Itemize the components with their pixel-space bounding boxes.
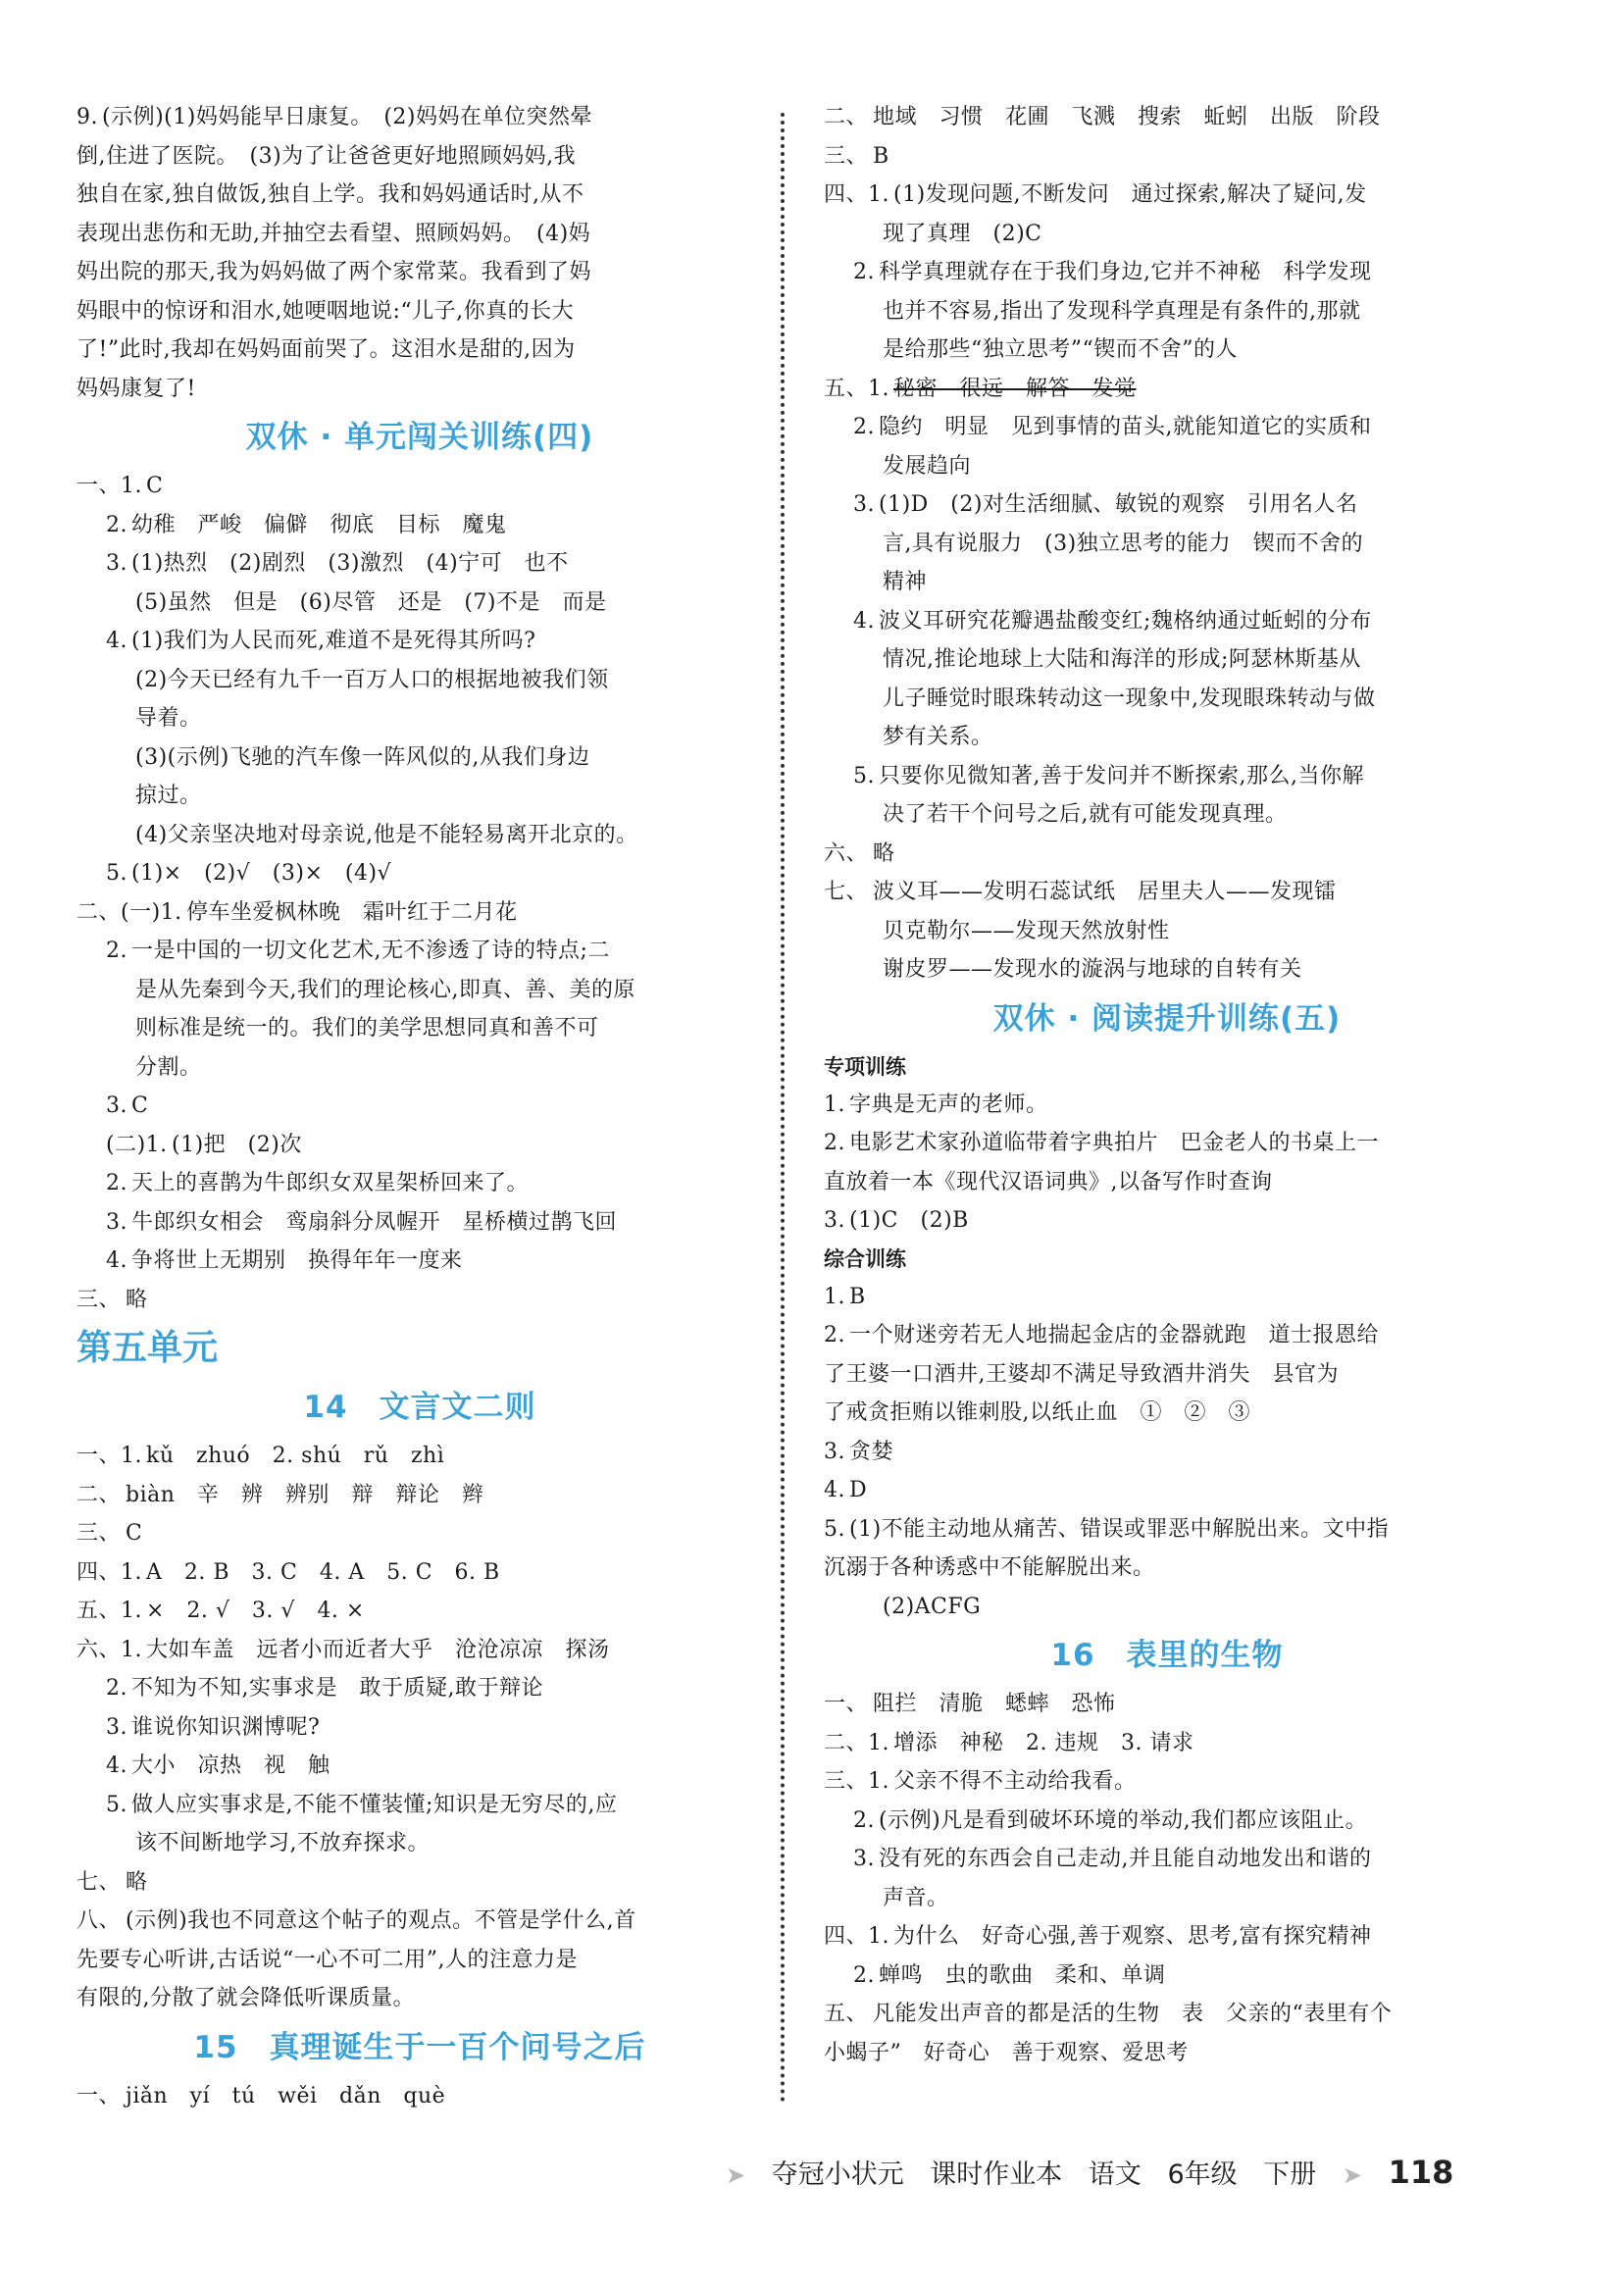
answer-text: (示例)(1)妈妈能早日康复。 (2)妈妈在单位突然晕	[102, 105, 592, 129]
footer-brand: 夺冠小状元	[771, 2159, 904, 2190]
answer-text: 该不间断地学习,不放弃探求。	[135, 1831, 430, 1855]
question-number: 3.	[853, 492, 875, 517]
answer-text: 言,具有说服力 (3)独立思考的能力 锲而不舍的	[883, 531, 1364, 556]
answer-line	[824, 137, 1510, 177]
answer-text: 小蝎子” 好奇心 善于观察、爱思考	[824, 2040, 1189, 2065]
answer-line	[824, 1879, 1510, 1918]
answer-line	[76, 854, 763, 893]
question-number: 三、1.	[824, 1769, 889, 1794]
answer-line	[824, 640, 1510, 680]
answer-text: 没有死的东西会自己走动,并且能自动地发出和谐的	[879, 1847, 1372, 1871]
answer-text: (2)今天已经有九千一百万人口的根据地被我们领	[135, 667, 609, 692]
section-heading: 双休 · 单元闯关训练(四)	[245, 420, 594, 455]
question-number: 五、	[824, 2002, 869, 2026]
page-footer	[726, 2148, 1471, 2197]
answer-line	[76, 1242, 763, 1281]
question-number: 三、	[76, 1287, 122, 1312]
answer-line	[76, 622, 763, 661]
answer-line	[824, 563, 1510, 602]
answer-line	[824, 2034, 1510, 2073]
answer-text: 现了真理 (2)C	[883, 221, 1042, 246]
question-number: 三、	[824, 143, 869, 169]
answer-line	[824, 1124, 1510, 1163]
answer-line	[76, 1009, 763, 1048]
answer-line	[76, 584, 763, 623]
question-number: 2.	[106, 512, 127, 537]
answer-line	[824, 370, 1510, 409]
answer-text: 争将世上无期别 换得年年一度来	[131, 1248, 463, 1273]
answer-line	[824, 1316, 1510, 1355]
answer-line	[824, 485, 1510, 525]
answer-text: 为什么 好奇心强,善于观察、思考,富有探究精神	[893, 1924, 1372, 1949]
answer-text: 声音。	[883, 1885, 949, 1910]
answer-line	[76, 1203, 763, 1243]
question-number: 4.	[106, 629, 127, 653]
answer-text: 是从先秦到今天,我们的理论核心,即真、善、美的原	[135, 977, 635, 1002]
answer-text: (5)虽然 但是 (6)尽管 还是 (7)不是 而是	[135, 589, 607, 615]
answer-line	[824, 835, 1510, 874]
answer-line	[824, 292, 1510, 331]
answer-text: (1)× (2)√ (3)× (4)√	[131, 861, 392, 886]
question-number: 4.	[106, 1753, 127, 1778]
question-number: 七、	[76, 1869, 122, 1895]
subsection-label: 专项训练	[824, 1054, 906, 1079]
answer-text: biàn 辛 辨 辨别 辩 辩论 辫	[126, 1482, 484, 1507]
question-number: 2.	[853, 260, 875, 284]
answer-text: 略	[126, 1869, 148, 1895]
answer-line	[76, 1863, 763, 1903]
question-number: 2.	[853, 1807, 875, 1833]
answer-text: 分割。	[135, 1054, 202, 1080]
answer-text: 蝉鸣 虫的歌曲 柔和、单调	[879, 1962, 1166, 1988]
answer-line	[824, 718, 1510, 757]
answer-line	[76, 1902, 763, 1941]
answer-text: (1)热烈 (2)剧烈 (3)激烈 (4)宁可 也不	[131, 551, 569, 576]
question-number: 四、1.	[76, 1559, 142, 1585]
question-number: 2.	[824, 1131, 845, 1155]
answer-text: 科学真理就存在于我们身边,它并不神秘 科学发现	[879, 260, 1372, 284]
answer-text: (1)我们为人民而死,难道不是死得其所吗?	[131, 629, 536, 653]
section-heading: 16 表里的生物	[1050, 1638, 1284, 1673]
answer-text: B	[873, 143, 889, 169]
answer-line	[824, 1278, 1510, 1317]
question-number: 3.	[106, 1209, 127, 1235]
question-number: 六、1.	[76, 1637, 142, 1662]
answer-text: 隐约 明显 见到事情的苗头,就能知道它的实质和	[879, 415, 1372, 439]
section-heading: 14 文言文二则	[303, 1390, 536, 1425]
answer-line	[76, 1126, 763, 1165]
answer-line	[76, 661, 763, 700]
answer-line	[76, 1824, 763, 1863]
answer-text: 牛郎织女相会 鸾扇斜分凤幄开 星桥横过鹊飞回	[131, 1209, 618, 1235]
answer-line	[824, 1995, 1510, 2034]
answer-text: 停车坐爱枫林晚 霜叶红于二月花	[186, 899, 518, 925]
answer-text: 幼稚 严峻 偏僻 彻底 目标 魔鬼	[131, 512, 507, 537]
answer-line	[824, 1086, 1510, 1125]
unit-title: 第五单元	[76, 1328, 219, 1368]
question-number: 4.	[106, 1248, 127, 1273]
answer-line	[76, 777, 763, 816]
question-number: 3.	[106, 1714, 127, 1740]
question-number: 9.	[76, 105, 98, 129]
answer-line	[76, 1087, 763, 1126]
answer-text: (1)把 (2)次	[172, 1132, 302, 1157]
question-number: 2.	[106, 939, 127, 963]
answer-line	[76, 506, 763, 545]
question-number: 二、	[824, 105, 869, 129]
answer-line	[824, 1840, 1510, 1879]
question-number: 四、1.	[824, 182, 889, 207]
answer-line	[76, 1631, 763, 1670]
answer-text: (3)(示例)飞驰的汽车像一阵风似的,从我们身边	[135, 744, 590, 770]
answer-line	[824, 1471, 1510, 1510]
answer-text: C	[131, 1093, 149, 1118]
answer-line	[76, 176, 763, 215]
answer-text: 字典是无声的老师。	[849, 1092, 1048, 1117]
question-number: 一、	[824, 1692, 869, 1716]
answer-text: 独自在家,独自做饭,独自上学。我和妈妈通话时,从不	[76, 182, 584, 207]
answer-line	[76, 1979, 763, 2018]
question-number: 三、	[76, 1521, 122, 1546]
answer-line	[824, 1588, 1510, 1627]
answer-line	[76, 544, 763, 584]
answer-text: 精神	[883, 570, 928, 594]
question-number: 七、	[824, 880, 869, 904]
answer-text: (1)不能主动地从痛苦、错误或罪恶中解脱出来。文中指	[849, 1516, 1390, 1542]
section-heading: 15 真理诞生于一百个问号之后	[193, 2029, 646, 2065]
answer-text: 谁说你知识渊博呢?	[131, 1714, 321, 1740]
footer-arrow-icon: ➤	[1342, 2161, 1362, 2189]
question-number: 5.	[853, 763, 875, 788]
answer-line	[824, 1685, 1510, 1724]
question-number: 3.	[824, 1208, 845, 1233]
question-number: 六、	[824, 840, 869, 866]
answer-text: 情况,推论地球上大陆和海洋的形成;阿瑟林斯基从	[883, 647, 1361, 672]
answer-line	[824, 912, 1510, 951]
answer-text: 谢皮罗——发现水的漩涡与地球的自转有关	[883, 957, 1302, 982]
answer-text: 先要专心听讲,古话说“一心不可二用”,人的注意力是	[76, 1947, 578, 1972]
answer-text: 决了若干个问号之后,就有可能发现真理。	[883, 802, 1288, 827]
answer-line	[76, 1437, 763, 1476]
answer-text: 则标准是统一的。我们的美学思想同真和善不可	[135, 1016, 599, 1041]
answer-text: 贝克勒尔——发现天然放射性	[883, 918, 1170, 943]
answer-text: 一是中国的一切文化艺术,无不渗透了诗的特点;二	[131, 939, 610, 963]
answer-text: 有限的,分散了就会降低听课质量。	[76, 1986, 415, 2010]
question-number: 3.	[824, 1439, 845, 1464]
answer-line	[76, 932, 763, 971]
answer-text: × 2. √ 3. √ 4. ×	[146, 1599, 365, 1623]
footer-subject: 语文	[1088, 2159, 1142, 2190]
answer-text: 导着。	[135, 706, 202, 731]
question-number: 4.	[853, 608, 875, 634]
answer-line	[824, 757, 1510, 796]
answer-line	[824, 1163, 1510, 1202]
answer-text: 波义耳研究花瓣遇盐酸变红;魏格纳通过蚯蚓的分布	[879, 608, 1372, 634]
question-number: 5.	[824, 1516, 845, 1542]
question-number: 1.	[824, 1092, 845, 1117]
answer-line	[824, 1201, 1510, 1241]
answer-text: 大小 凉热 视 触	[131, 1753, 330, 1778]
answer-text: 倒,住进了医院。 (3)为了让爸爸更好地照顾妈妈,我	[76, 143, 577, 169]
answer-text: 大如车盖 远者小而近者大乎 沧沧凉凉 探汤	[146, 1637, 610, 1662]
answer-text: 只要你见微知著,善于发问并不断探索,那么,当你解	[879, 763, 1364, 788]
answer-line	[824, 525, 1510, 564]
question-number: 3.	[853, 1847, 875, 1871]
answer-text: D	[849, 1478, 868, 1502]
answer-line	[76, 1476, 763, 1515]
answer-line	[76, 1164, 763, 1203]
answer-text: (示例)凡是看到破坏环境的举动,我们都应该阻止。	[879, 1807, 1368, 1833]
answer-text: 是给那些“独立思考”“锲而不舍”的人	[883, 337, 1238, 362]
answer-text: A 2. B 3. C 4. A 5. C 6. B	[146, 1559, 500, 1585]
question-number: 一、	[76, 2083, 122, 2108]
question-number: 2.	[824, 1323, 845, 1347]
answer-line	[824, 215, 1510, 254]
question-number: 2.	[853, 415, 875, 439]
question-number: 四、1.	[824, 1924, 889, 1949]
question-number: 5.	[106, 1792, 127, 1817]
question-number: 2.	[853, 1962, 875, 1988]
answer-line	[76, 971, 763, 1010]
answer-line	[824, 1510, 1510, 1549]
question-number: 4.	[824, 1478, 845, 1502]
answer-line	[824, 602, 1510, 641]
answer-text: 贪婪	[849, 1439, 894, 1464]
column-divider	[781, 113, 785, 2104]
answer-text: 地域 习惯 花圃 飞溅 搜索 蚯蚓 出版 阶段	[873, 105, 1381, 129]
answer-text: 了戒贪拒贿以锥刺股,以纸止血 ① ② ③	[824, 1400, 1250, 1425]
answer-line	[824, 1762, 1510, 1802]
answer-line	[824, 176, 1510, 215]
footer-book: 课时作业本	[930, 2159, 1063, 2190]
answer-text: 了!”此时,我却在妈妈面前哭了。这泪水是甜的,因为	[76, 337, 576, 362]
answer-text: (示例)我也不同意这个帖子的观点。不管是学什么,首	[126, 1908, 636, 1933]
answer-line	[824, 1355, 1510, 1395]
answer-line	[76, 816, 763, 855]
answer-text: 父亲不得不主动给我看。	[893, 1769, 1137, 1794]
answer-text: 略	[126, 1287, 148, 1312]
question-number: 一、1.	[76, 474, 142, 498]
answer-line	[76, 1553, 763, 1593]
answer-text: (2)ACFG	[883, 1594, 982, 1619]
answer-text: 掠过。	[135, 784, 202, 808]
question-number: 一、1.	[76, 1444, 142, 1468]
answer-line	[76, 738, 763, 778]
answer-line	[76, 330, 763, 370]
question-number: 3.	[106, 1093, 127, 1118]
answer-line	[76, 1592, 763, 1631]
answer-text: 表现出悲伤和无助,并抽空去看望、照顾妈妈。 (4)妈	[76, 221, 591, 246]
answer-line	[824, 1956, 1510, 1996]
question-number: 二、(一)1.	[76, 899, 182, 925]
answer-line	[824, 330, 1510, 370]
answer-line	[76, 215, 763, 254]
answer-text: (1)C (2)B	[849, 1208, 969, 1233]
answer-text: C	[126, 1521, 143, 1546]
right-column	[824, 98, 1510, 2072]
answer-text: 沉溺于各种诱惑中不能解脱出来。	[824, 1555, 1155, 1580]
question-number: 1.	[824, 1284, 845, 1309]
answer-line	[76, 253, 763, 292]
question-number: (二)1.	[106, 1132, 168, 1157]
answer-line	[76, 370, 763, 409]
subsection-label: 综合训练	[824, 1246, 906, 1271]
answer-line	[76, 1708, 763, 1748]
answer-line	[76, 699, 763, 738]
footer-arrow-icon: ➤	[726, 2161, 746, 2189]
answer-line	[76, 1747, 763, 1786]
answer-text: 一个财迷旁若无人地揣起金店的金器就跑 道士报恩给	[849, 1323, 1380, 1347]
footer-volume: 下册	[1263, 2159, 1317, 2190]
answer-line	[824, 98, 1510, 137]
answer-text: (4)父亲坚决地对母亲说,他是不能轻易离开北京的。	[135, 822, 638, 847]
answer-line	[824, 950, 1510, 990]
answer-text: 不知为不知,实事求是 敢于质疑,敢于辩论	[131, 1676, 543, 1701]
answer-line	[76, 1941, 763, 1980]
page-number: 118	[1388, 2154, 1454, 2191]
answer-line	[824, 408, 1510, 447]
section-heading: 双休 · 阅读提升训练(五)	[992, 1000, 1342, 1037]
answer-text: 儿子睡觉时眼珠转动这一现象中,发现眼珠转动与做	[883, 686, 1376, 711]
answer-line	[824, 680, 1510, 719]
answer-text: 略	[873, 840, 895, 866]
answer-text: 妈妈康复了!	[76, 376, 196, 401]
answer-line	[76, 467, 763, 506]
answer-line	[76, 98, 763, 137]
question-number: 二、	[76, 1482, 122, 1507]
answer-text: 也并不容易,指出了发现科学真理是有条件的,那就	[883, 298, 1361, 324]
answer-line	[824, 1549, 1510, 1588]
answer-line	[824, 447, 1510, 486]
answer-line	[824, 1917, 1510, 1956]
answer-line	[76, 1669, 763, 1708]
answer-line	[824, 253, 1510, 292]
question-number: 五、1.	[824, 376, 889, 401]
answer-text: 做人应实事求是,不能不懂装懂;知识是无穷尽的,应	[131, 1792, 618, 1817]
answer-text: kǔ zhuó 2. shú rǔ zhì	[146, 1444, 445, 1468]
answer-line	[824, 1724, 1510, 1763]
answer-line	[824, 1802, 1510, 1841]
question-number: 二、1.	[824, 1730, 889, 1755]
question-number: 3.	[106, 551, 127, 576]
question-number: 五、1.	[76, 1599, 142, 1623]
answer-line	[76, 137, 763, 177]
answer-text: 波义耳——发明石蕊试纸 居里夫人——发现镭	[873, 880, 1337, 904]
answer-text: 妈出院的那天,我为妈妈做了两个家常菜。我看到了妈	[76, 260, 591, 284]
answer-line	[824, 873, 1510, 912]
answer-text: 阻拦 清脆 蟋蟀 恐怖	[873, 1692, 1116, 1716]
answer-line	[76, 893, 763, 933]
answer-text: (1)发现问题,不断发问 通过探索,解决了疑问,发	[893, 182, 1367, 207]
left-column	[76, 98, 763, 2115]
answer-text: 直放着一本《现代汉语词典》,以备写作时查询	[824, 1169, 1273, 1194]
answer-line	[76, 1514, 763, 1553]
question-number: 2.	[106, 1171, 127, 1195]
footer-grade: 6年级	[1167, 2159, 1238, 2190]
question-number: 八、	[76, 1908, 122, 1933]
question-number: 2.	[106, 1676, 127, 1701]
answer-text: 增添 神秘 2. 违规 3. 请求	[893, 1730, 1194, 1755]
answer-text: 了王婆一口酒井,王婆却不满足导致酒井消失 县官为	[824, 1361, 1339, 1387]
answer-text: (1)D (2)对生活细腻、敏锐的观察 引用名人名	[879, 492, 1358, 517]
question-number: 5.	[106, 861, 127, 886]
answer-line	[76, 2077, 763, 2116]
answer-text: 电影艺术家孙道临带着字典拍片 巴金老人的书桌上一	[849, 1131, 1380, 1155]
answer-line	[76, 292, 763, 331]
answer-line	[824, 795, 1510, 835]
answer-text: 秘密 很远 解答 发觉	[893, 376, 1137, 401]
answer-text: jiǎn yí tú wěi dǎn què	[126, 2083, 446, 2108]
answer-text: C	[146, 474, 164, 498]
answer-line	[76, 1281, 763, 1320]
answer-text: 天上的喜鹊为牛郎织女双星架桥回来了。	[131, 1171, 530, 1195]
answer-text: B	[849, 1284, 866, 1309]
answer-text: 凡能发出声音的都是活的生物 表 父亲的“表里有个	[873, 2002, 1393, 2026]
answer-line	[76, 1786, 763, 1825]
answer-line	[824, 1433, 1510, 1472]
answer-line	[76, 1048, 763, 1088]
answer-line	[824, 1394, 1510, 1433]
answer-text: 发展趋向	[883, 453, 972, 479]
answer-text: 梦有关系。	[883, 725, 993, 749]
answer-text: 妈眼中的惊讶和泪水,她哽咽地说:“儿子,你真的长大	[76, 298, 575, 324]
